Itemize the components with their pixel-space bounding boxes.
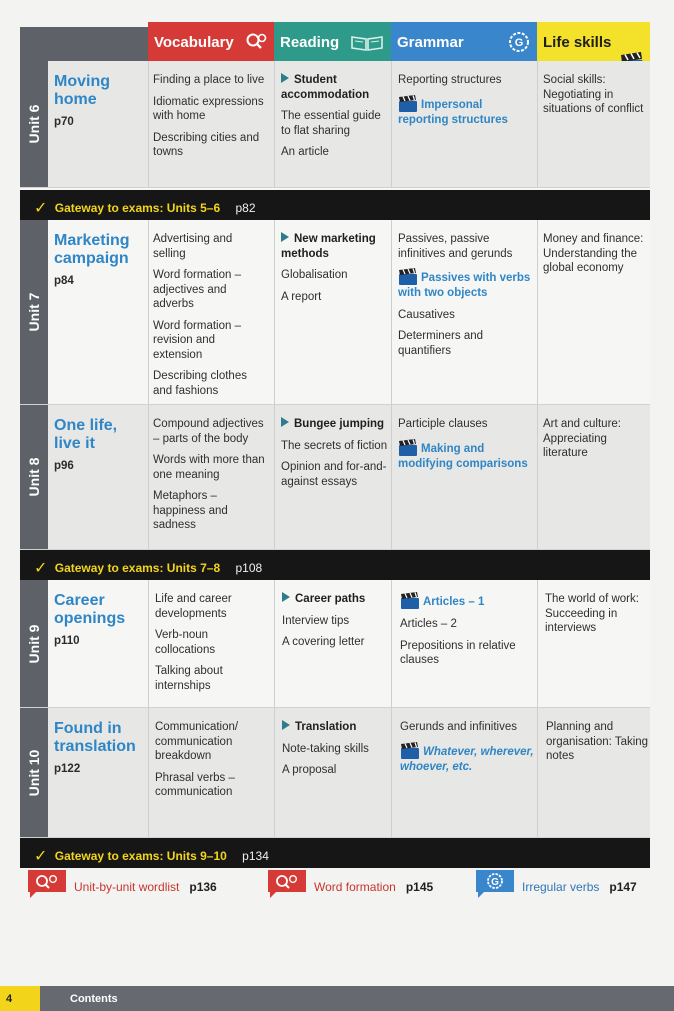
reading-item: Note-taking skills	[282, 742, 369, 755]
clapperboard-icon	[400, 592, 420, 610]
gateway-page: p134	[242, 849, 269, 863]
magnifier-icon	[246, 32, 268, 50]
vocabulary-item: Life and career developments	[155, 593, 232, 620]
reading-item: Opinion and for-and-against essays	[281, 461, 387, 488]
grammar-item: Prepositions in relative clauses	[400, 639, 516, 666]
grammar-video-item: Whatever, wherever, whoever, etc.	[400, 745, 534, 773]
unit-title[interactable]: One life,	[54, 417, 118, 434]
life-skills-cell	[545, 592, 649, 643]
unit-title[interactable]: Moving	[54, 73, 110, 90]
grammar-video-item: Passives with verbs with two objects	[398, 272, 531, 299]
life-skills-item: Social skills: Negotiating in situations of conflict	[543, 74, 644, 115]
unit-label-bar	[20, 220, 48, 404]
gateway-bar	[20, 838, 650, 868]
checkmark-icon: ✓	[34, 200, 48, 217]
unit-title[interactable]: Found in	[54, 720, 122, 737]
gateway-label[interactable]: Gateway to exams: Units 5–6	[54, 201, 221, 215]
header-grammar-label: Grammar	[397, 34, 464, 51]
life-skills-cell	[546, 720, 650, 771]
clapperboard-icon	[398, 95, 418, 113]
play-arrow-icon	[281, 232, 289, 242]
grammar-cell	[400, 720, 538, 781]
grammar-video-item: Articles – 1	[423, 596, 485, 608]
header-vocabulary-label: Vocabulary	[154, 34, 234, 51]
vocabulary-item: Word formation – adjectives and adverbs	[153, 269, 241, 310]
reading-cell	[281, 73, 389, 167]
checkmark-icon: ✓	[34, 560, 48, 577]
grammar-item: Causatives	[398, 308, 455, 321]
reading-video-title: Career paths	[295, 593, 366, 605]
reading-cell	[282, 720, 390, 785]
vocabulary-item: Communication/ communication breakdown	[155, 721, 239, 762]
gateway-label[interactable]: Gateway to exams: Units 7–8	[54, 561, 221, 575]
unit-title[interactable]: live it	[54, 435, 95, 452]
vocabulary-cell	[155, 720, 265, 807]
unit-page: p84	[54, 275, 74, 287]
reading-item: A proposal	[282, 764, 337, 776]
gateway-bar	[20, 550, 650, 580]
grammar-item: Passives, passive infinitives and gerunds	[398, 233, 513, 260]
unit-title-cell	[54, 232, 146, 289]
grammar-cell	[398, 417, 536, 478]
vocabulary-item: Metaphors – happiness and sadness	[153, 490, 228, 531]
reading-item: A report	[281, 290, 322, 303]
unit-label: Unit 7	[26, 292, 42, 332]
unit-row-10	[20, 708, 650, 838]
grammar-item: Reporting structures	[398, 74, 502, 86]
life-skills-item: Art and culture: Appreciating literature	[543, 418, 621, 459]
unit-label-bar	[20, 708, 48, 837]
magnifier-icon	[28, 870, 66, 898]
vocabulary-item: Verb-noun collocations	[155, 629, 216, 656]
gateway-bar	[20, 190, 650, 220]
unit-label-bar	[20, 405, 48, 549]
reading-item: Interview tips	[282, 614, 350, 627]
life-skills-item: Money and finance: Understanding the global economy	[543, 233, 644, 274]
svg-text:G: G	[491, 877, 499, 888]
reference-irregular-verbs[interactable]	[476, 870, 656, 904]
unit-row-9	[20, 580, 650, 708]
reading-video-title: Translation	[295, 721, 357, 733]
vocabulary-item: Talking about internships	[155, 665, 223, 692]
life-skills-item: The world of work: Succeeding in interviews	[545, 593, 639, 634]
vocabulary-item: Describing clothes and fashions	[153, 370, 247, 397]
gateway-page: p108	[235, 561, 263, 575]
unit-label-bar	[20, 580, 48, 707]
vocabulary-cell	[153, 417, 273, 540]
life-skills-cell	[543, 417, 647, 468]
grammar-item: Participle clauses	[398, 418, 488, 430]
unit-label: Unit 8	[26, 457, 42, 497]
reading-cell	[281, 232, 389, 311]
play-arrow-icon	[281, 73, 289, 83]
gateway-page: p82	[235, 201, 256, 215]
reading-item: A covering letter	[282, 636, 365, 648]
unit-page: p70	[54, 116, 74, 128]
unit-title-cell	[54, 417, 146, 474]
unit-title-cell	[54, 720, 146, 777]
g-badge-icon	[508, 31, 530, 53]
unit-title[interactable]: openings	[54, 610, 126, 627]
play-arrow-icon	[282, 592, 290, 602]
reference-page: p136	[189, 880, 217, 894]
vocabulary-cell	[153, 232, 263, 405]
vocabulary-item: Phrasal verbs – communication	[155, 771, 235, 798]
header-life-skills	[537, 22, 650, 61]
header-reading	[274, 22, 391, 61]
grammar-cell	[398, 73, 536, 134]
reading-cell	[281, 417, 389, 496]
vocabulary-item: Finding a place to live	[153, 74, 265, 86]
vocabulary-item: Word formation – revision and extension	[153, 319, 241, 361]
vocabulary-item: Words with more than one meaning	[153, 454, 265, 481]
unit-title-cell	[54, 592, 146, 649]
clapperboard-icon	[400, 742, 420, 760]
unit-title[interactable]: Career	[54, 592, 105, 609]
open-book-icon	[350, 35, 384, 51]
life-skills-cell	[543, 232, 647, 283]
vocabulary-item: Compound adjectives – parts of the body	[153, 418, 264, 445]
grammar-video-item: Impersonal reporting structures	[398, 98, 508, 126]
unit-label: Unit 10	[26, 749, 42, 796]
unit-row-7	[20, 220, 650, 405]
checkmark-icon: ✓	[34, 848, 48, 865]
reading-video-title: Student accommodation	[281, 74, 370, 101]
unit-page: p110	[54, 635, 80, 647]
gateway-label[interactable]: Gateway to exams: Units 9–10	[54, 849, 227, 863]
reading-cell	[282, 592, 390, 657]
g-badge-icon	[476, 870, 514, 898]
page-number: 4	[0, 986, 40, 1011]
reading-item: Globalisation	[281, 269, 348, 281]
unit-title[interactable]: translation	[54, 738, 136, 755]
grammar-cell	[398, 232, 536, 365]
unit-page: p96	[54, 460, 74, 472]
magnifier-icon	[268, 870, 306, 898]
unit-label: Unit 9	[26, 624, 42, 663]
unit-title[interactable]: Marketing	[54, 232, 130, 249]
reading-video-title: Bungee jumping	[294, 418, 385, 430]
unit-page: p122	[54, 763, 81, 775]
unit-label-bar	[20, 61, 48, 187]
grammar-item: Articles – 2	[400, 618, 457, 630]
grammar-item: Determiners and quantifiers	[398, 330, 484, 357]
reference-page: p145	[405, 880, 434, 894]
reading-item: The secrets of fiction	[281, 439, 388, 452]
reading-video-title: New marketing methods	[281, 233, 376, 260]
play-arrow-icon	[281, 417, 289, 427]
page-footer	[0, 986, 674, 1011]
reading-item: The essential guide to flat sharing	[281, 110, 381, 137]
play-arrow-icon	[282, 720, 290, 730]
reference-wordlist[interactable]	[28, 870, 228, 904]
life-skills-cell	[543, 73, 647, 124]
reference-label: Unit-by-unit wordlist	[74, 880, 180, 894]
vocabulary-cell	[153, 73, 273, 167]
header-reading-label: Reading	[280, 34, 340, 51]
unit-label: Unit 6	[26, 104, 42, 144]
grammar-item: Gerunds and infinitives	[400, 721, 517, 733]
clapperboard-icon	[398, 268, 418, 286]
unit-row-6	[20, 61, 650, 188]
header-life-skills-label: Life skills	[543, 34, 612, 51]
reading-item: An article	[281, 146, 329, 158]
svg-text:G: G	[514, 37, 524, 49]
unit-title[interactable]: campaign	[54, 250, 129, 267]
reference-label: Irregular verbs	[522, 880, 600, 894]
header-grammar	[391, 22, 537, 61]
header-corner	[20, 27, 148, 61]
life-skills-item: Planning and organisation: Taking notes	[546, 721, 649, 762]
reference-label: Word formation	[314, 880, 396, 894]
unit-title-cell	[54, 73, 146, 130]
unit-row-8	[20, 405, 650, 550]
clapperboard-icon	[398, 439, 418, 457]
grammar-cell	[400, 592, 535, 675]
unit-title[interactable]: home	[54, 91, 97, 108]
header-vocabulary	[148, 22, 274, 61]
vocabulary-item: Idiomatic expressions with home	[153, 95, 264, 122]
footer-section-label: Contents	[70, 993, 118, 1005]
vocabulary-item: Advertising and selling	[153, 233, 233, 260]
reference-word-formation[interactable]	[268, 870, 448, 904]
vocabulary-item: Describing cities and towns	[153, 131, 260, 158]
reference-page: p147	[609, 880, 637, 894]
vocabulary-cell	[155, 592, 265, 700]
grammar-video-item: Making and modifying comparisons	[398, 442, 528, 470]
